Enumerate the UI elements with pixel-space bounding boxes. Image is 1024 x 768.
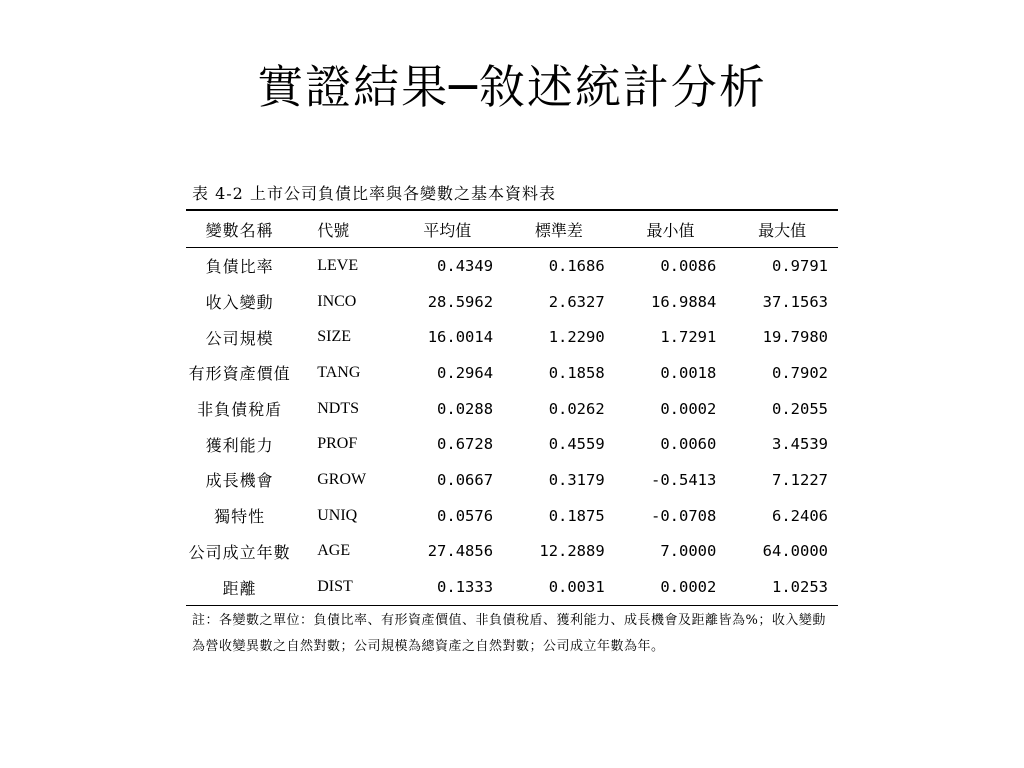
table-row bbox=[186, 319, 838, 355]
cell-code: INCO bbox=[317, 292, 357, 310]
cell-min: 16.9884 bbox=[651, 292, 717, 311]
cell-variable-name: 非負債稅盾 bbox=[197, 400, 283, 420]
cell-min: 0.0002 bbox=[660, 399, 717, 418]
cell-variable-name: 收入變動 bbox=[205, 293, 274, 313]
cell-max: 19.7980 bbox=[762, 328, 828, 347]
table-row bbox=[186, 355, 838, 391]
cell-std-dev: 0.0031 bbox=[503, 569, 615, 605]
cell-variable-name: 成長機會 bbox=[205, 471, 274, 491]
cell-variable-name: 獲利能力 bbox=[205, 435, 274, 455]
cell-max: 0.2055 bbox=[772, 399, 828, 418]
cell-variable-name: 距離 bbox=[186, 569, 293, 605]
cell-min: -0.5413 bbox=[651, 470, 717, 489]
cell-std-dev: 0.1875 bbox=[548, 506, 605, 525]
cell-min: 7.0000 bbox=[660, 542, 717, 561]
cell-code: GROW bbox=[317, 470, 367, 488]
cell-code: NDTS bbox=[317, 399, 360, 417]
table-note: 註：各變數之單位：負債比率、有形資產價值、非負債稅盾、獲利能力、成長機會及距離皆為%；收入變動為營收變異數之自然對數；公司規模為總資產之自然對數；公司成立年數為年。 bbox=[192, 612, 826, 654]
cell-code: SIZE bbox=[317, 328, 352, 346]
cell-std-dev: 0.1858 bbox=[548, 363, 605, 382]
cell-code: LEVE bbox=[317, 256, 359, 274]
table-caption: 表 4-2 上市公司負債比率與各變數之基本資料表 bbox=[192, 184, 556, 203]
cell-code: DIST bbox=[293, 569, 391, 605]
table-body bbox=[186, 248, 838, 606]
table-row bbox=[186, 498, 838, 534]
cell-variable-name: 獨特性 bbox=[214, 507, 266, 527]
cell-mean: 0.0288 bbox=[437, 399, 494, 418]
cell-variable-name: 公司成立年數 bbox=[188, 542, 291, 562]
table-row bbox=[186, 426, 838, 462]
cell-max: 3.4539 bbox=[772, 435, 828, 454]
header-min: 最小值 bbox=[615, 211, 727, 248]
cell-std-dev: 0.3179 bbox=[548, 470, 605, 489]
cell-code: UNIQ bbox=[317, 506, 358, 524]
table-row bbox=[186, 462, 838, 498]
header-mean: 平均值 bbox=[391, 211, 503, 248]
cell-code: TANG bbox=[317, 363, 361, 381]
cell-mean: 0.6728 bbox=[437, 435, 494, 454]
slide-title: 實證結果─敘述統計分析 bbox=[257, 60, 767, 114]
statistics-table-block bbox=[186, 183, 838, 660]
cell-min: -0.0708 bbox=[651, 506, 717, 525]
cell-variable-name: 有形資產價值 bbox=[188, 364, 291, 384]
cell-variable-name: 負債比率 bbox=[205, 257, 274, 277]
cell-std-dev: 2.6327 bbox=[548, 292, 605, 311]
table-header-row bbox=[186, 211, 838, 248]
cell-std-dev: 1.2290 bbox=[548, 328, 605, 347]
cell-min: 0.0086 bbox=[660, 256, 717, 275]
cell-mean: 0.0667 bbox=[437, 470, 494, 489]
table-row bbox=[186, 569, 838, 605]
cell-std-dev: 0.1686 bbox=[548, 256, 605, 275]
cell-std-dev: 0.0262 bbox=[548, 399, 605, 418]
cell-std-dev: 12.2889 bbox=[539, 542, 605, 561]
cell-mean: 28.5962 bbox=[427, 292, 494, 311]
cell-max: 0.9791 bbox=[772, 256, 828, 275]
cell-mean: 0.1333 bbox=[391, 569, 503, 605]
cell-max: 37.1563 bbox=[762, 292, 828, 311]
cell-code: AGE bbox=[317, 542, 351, 560]
table-row bbox=[186, 248, 838, 284]
table-row bbox=[186, 534, 838, 570]
cell-min: 0.0018 bbox=[660, 363, 717, 382]
cell-mean: 16.0014 bbox=[427, 328, 494, 347]
cell-max: 0.7902 bbox=[772, 363, 828, 382]
cell-mean: 0.0576 bbox=[437, 506, 494, 525]
cell-std-dev: 0.4559 bbox=[548, 435, 605, 454]
cell-variable-name: 公司規模 bbox=[205, 328, 274, 348]
header-std-dev: 標準差 bbox=[503, 211, 615, 248]
cell-mean: 0.2964 bbox=[437, 363, 494, 382]
cell-max: 7.1227 bbox=[772, 470, 828, 489]
cell-code: PROF bbox=[317, 435, 358, 453]
cell-mean: 27.4856 bbox=[427, 542, 494, 561]
cell-min: 0.0060 bbox=[660, 435, 717, 454]
cell-mean: 0.4349 bbox=[437, 256, 494, 275]
cell-max: 6.2406 bbox=[772, 506, 828, 525]
table-row bbox=[186, 284, 838, 320]
header-max: 最大值 bbox=[726, 211, 838, 248]
descriptive-statistics-table bbox=[186, 211, 838, 606]
header-code: 代號 bbox=[293, 211, 391, 248]
table-row bbox=[186, 391, 838, 427]
header-variable-name: 變數名稱 bbox=[186, 211, 293, 248]
cell-max: 1.0253 bbox=[726, 569, 838, 605]
cell-min: 1.7291 bbox=[660, 328, 717, 347]
cell-min: 0.0002 bbox=[615, 569, 727, 605]
cell-max: 64.0000 bbox=[762, 542, 828, 561]
